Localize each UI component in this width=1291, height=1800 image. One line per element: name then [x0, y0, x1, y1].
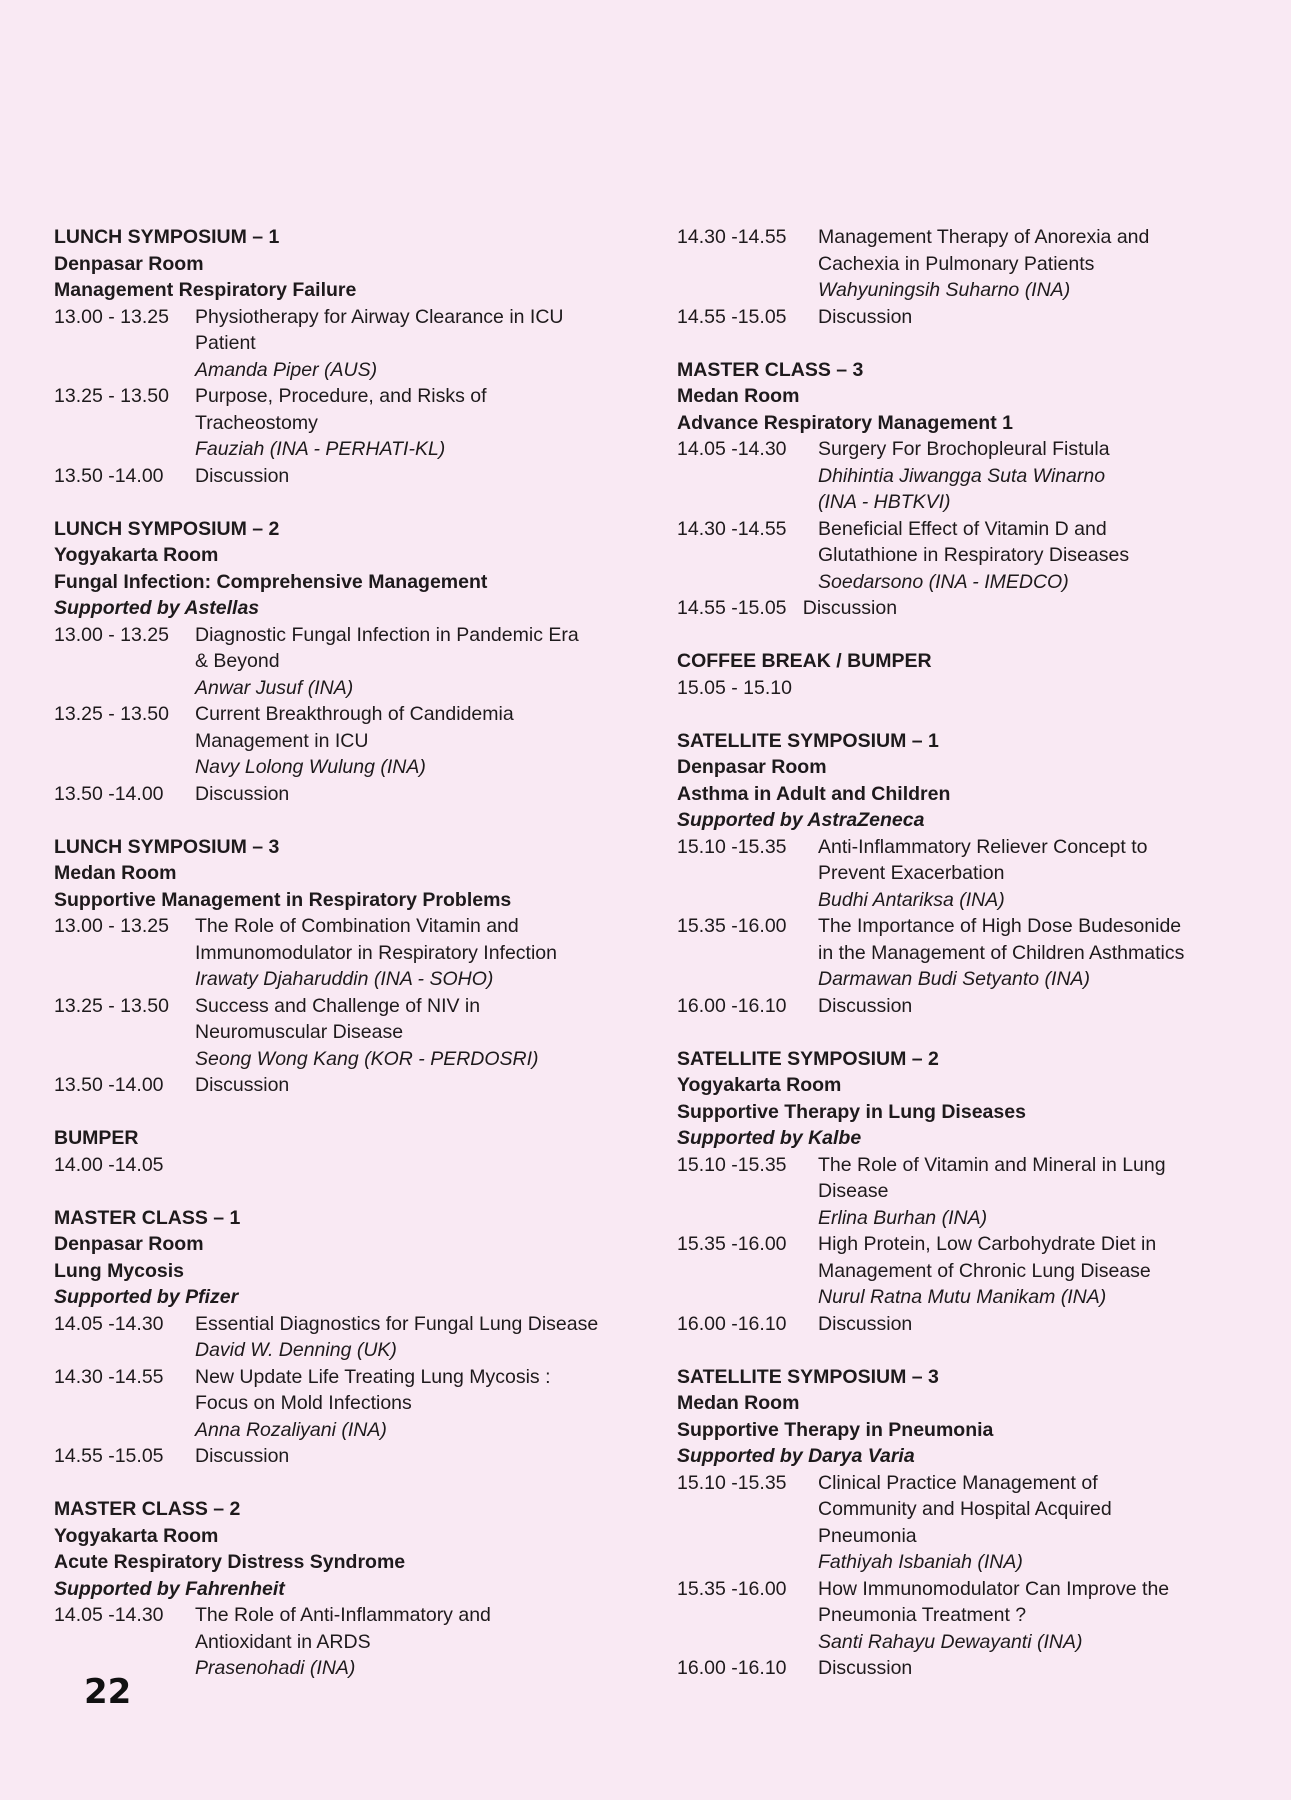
session-title: Pneumonia	[818, 1524, 917, 1547]
session-time: 16.00 -16.10	[677, 1657, 787, 1679]
speaker-name: Irawaty Djaharuddin (INA - SOHO)	[195, 968, 494, 990]
session-row	[54, 304, 654, 384]
session-title: Diagnostic Fungal Infection in Pandemic Era	[195, 623, 579, 646]
page-number: 22	[84, 1672, 132, 1712]
block-topic: Advance Respiratory Management 1	[677, 411, 1013, 434]
session-title: The Role of Vitamin and Mineral in Lung	[818, 1153, 1166, 1176]
session-content	[195, 781, 654, 808]
session-time: 14.05 -14.30	[54, 1604, 164, 1626]
room-name: Medan Room	[677, 1392, 800, 1414]
session-row	[677, 993, 1277, 1020]
session-content	[195, 304, 654, 384]
session-row	[54, 1072, 654, 1099]
session-content	[818, 1311, 1277, 1338]
speaker-name: Amanda Piper (AUS)	[195, 358, 378, 381]
session-content	[818, 1655, 1277, 1682]
program-block	[54, 224, 654, 489]
session-row	[677, 224, 1277, 304]
program-block	[677, 357, 1277, 622]
program-block	[677, 1364, 1277, 1682]
session-time: 16.00 -16.10	[677, 994, 787, 1017]
session-title: Management Therapy of Anorexia and	[818, 226, 1150, 248]
block-heading: LUNCH SYMPOSIUM – 2	[54, 517, 280, 540]
block-heading: MASTER CLASS – 2	[54, 1498, 241, 1520]
session-content	[195, 993, 654, 1073]
session-content	[195, 383, 654, 463]
session-time: 15.35 -16.00	[677, 915, 787, 937]
session-title: Management in ICU	[195, 729, 369, 752]
program-block	[54, 1205, 654, 1470]
session-title: Discussion	[195, 782, 290, 805]
program-block	[54, 834, 654, 1099]
speaker-name: Navy Lolong Wulung (INA)	[195, 756, 426, 778]
session-time: 16.00 -16.10	[677, 1312, 787, 1335]
session-row	[54, 1311, 654, 1364]
session-content	[195, 1602, 654, 1682]
session-title: Tracheostomy	[195, 411, 318, 434]
session-time: 13.25 - 13.50	[54, 385, 169, 407]
block-topic: Supportive Therapy in Pneumonia	[677, 1418, 994, 1441]
program-block	[54, 1496, 654, 1682]
session-content	[818, 516, 1277, 596]
session-content	[818, 1231, 1277, 1311]
speaker-name: Fathiyah Isbaniah (INA)	[818, 1551, 1023, 1573]
discussion-row: 14.55 -15.05 Discussion	[677, 597, 898, 619]
program-block	[677, 1046, 1277, 1338]
session-time: 13.50 -14.00	[54, 1074, 164, 1096]
session-title: Discussion	[818, 305, 913, 328]
session-row	[677, 1576, 1277, 1656]
speaker-name: Anwar Jusuf (INA)	[195, 676, 354, 699]
session-time: 15.10 -15.35	[677, 1471, 787, 1494]
session-row	[54, 1602, 654, 1682]
session-title: Current Breakthrough of Candidemia	[195, 703, 514, 725]
session-time: 13.00 - 13.25	[54, 305, 169, 328]
session-row	[54, 463, 654, 490]
session-title: Disease	[818, 1180, 889, 1202]
session-row	[677, 834, 1277, 914]
session-time: 14.55 -15.05	[54, 1445, 164, 1467]
speaker-name: Budhi Antariksa (INA)	[818, 888, 1005, 911]
speaker-name: Seong Wong Kang (KOR - PERDOSRI)	[195, 1047, 539, 1070]
session-title: Discussion	[195, 1074, 290, 1096]
session-row	[54, 1443, 654, 1470]
session-content	[195, 622, 654, 702]
session-content	[195, 463, 654, 490]
session-time: 13.50 -14.00	[54, 464, 164, 487]
sponsor-line: Supported by AstraZeneca	[677, 809, 925, 831]
session-time: 15.10 -15.35	[677, 1153, 787, 1176]
block-heading: COFFEE BREAK / BUMPER	[677, 650, 932, 672]
session-time: 14.05 -14.30	[54, 1312, 164, 1335]
session-title: High Protein, Low Carbohydrate Diet in	[818, 1233, 1157, 1255]
sponsor-line: Supported by Astellas	[54, 597, 260, 619]
session-time: 15.35 -16.00	[677, 1577, 787, 1600]
session-title: Pneumonia Treatment ?	[818, 1604, 1027, 1626]
session-row	[54, 993, 654, 1073]
program-block	[677, 648, 1277, 701]
program-block	[677, 224, 1277, 330]
speaker-name: Fauziah (INA - PERHATI-KL)	[195, 438, 446, 460]
room-name: Denpasar Room	[54, 1233, 204, 1255]
right-column	[677, 224, 1277, 1708]
sponsor-line: Supported by Darya Varia	[677, 1445, 915, 1467]
speaker-name: (INA - HBTKVI)	[818, 491, 951, 513]
session-content	[818, 436, 1277, 516]
session-time: 15.35 -16.00	[677, 1233, 787, 1255]
session-time: 13.50 -14.00	[54, 782, 164, 805]
session-time: 14.30 -14.55	[677, 517, 787, 540]
block-heading: SATELLITE SYMPOSIUM – 1	[677, 729, 939, 752]
speaker-name: Nurul Ratna Mutu Manikam (INA)	[818, 1286, 1107, 1308]
session-title: Clinical Practice Management of	[818, 1471, 1098, 1494]
speaker-name: Santi Rahayu Dewayanti (INA)	[818, 1630, 1083, 1653]
session-content	[195, 1364, 654, 1444]
speaker-name: Prasenohadi (INA)	[195, 1657, 356, 1679]
session-title: Neuromuscular Disease	[195, 1021, 404, 1043]
session-content	[195, 1311, 654, 1364]
session-row	[677, 304, 1277, 331]
session-title: Discussion	[818, 1312, 913, 1335]
session-title: The Role of Anti-Inflammatory and	[195, 1604, 491, 1626]
session-row	[677, 1231, 1277, 1311]
session-title: Beneficial Effect of Vitamin D and	[818, 517, 1107, 540]
session-time: 14.30 -14.55	[677, 226, 787, 248]
session-row	[677, 1470, 1277, 1576]
session-title: Surgery For Brochopleural Fistula	[818, 438, 1110, 460]
session-title: Discussion	[195, 464, 290, 487]
session-time: 13.25 - 13.50	[54, 994, 169, 1017]
block-heading: LUNCH SYMPOSIUM – 3	[54, 835, 280, 858]
session-content	[818, 913, 1277, 993]
room-name: Medan Room	[677, 385, 800, 407]
session-title: Success and Challenge of NIV in	[195, 994, 481, 1017]
session-content	[818, 1152, 1277, 1232]
speaker-name: Soedarsono (INA - IMEDCO)	[818, 570, 1069, 593]
session-title: Discussion	[818, 994, 913, 1017]
session-content	[818, 304, 1277, 331]
block-topic: Supportive Therapy in Lung Diseases	[677, 1100, 1026, 1123]
session-title: Anti-Inflammatory Reliever Concept to	[818, 835, 1148, 858]
session-time: 14.05 -14.30	[677, 438, 787, 460]
room-name: Yogyakarta Room	[54, 544, 219, 566]
session-row	[677, 516, 1277, 596]
session-title: The Importance of High Dose Budesonide	[818, 915, 1182, 937]
session-title: Discussion	[818, 1657, 913, 1679]
block-heading: LUNCH SYMPOSIUM – 1	[54, 226, 280, 248]
session-row	[677, 1152, 1277, 1232]
session-title: & Beyond	[195, 650, 280, 672]
session-row	[677, 913, 1277, 993]
session-content	[818, 224, 1277, 304]
session-row	[54, 781, 654, 808]
session-time: 14.55 -15.05	[677, 305, 787, 328]
block-topic: Lung Mycosis	[54, 1259, 185, 1282]
session-time: 15.10 -15.35	[677, 835, 787, 858]
session-title: Glutathione in Respiratory Diseases	[818, 544, 1130, 566]
room-name: Yogyakarta Room	[677, 1074, 842, 1096]
session-time: 14.30 -14.55	[54, 1365, 164, 1388]
block-heading: MASTER CLASS – 3	[677, 358, 864, 381]
session-title: Focus on Mold Infections	[195, 1392, 412, 1414]
speaker-name: David W. Denning (UK)	[195, 1339, 397, 1361]
session-title: Immunomodulator in Respiratory Infection	[195, 941, 557, 964]
session-row	[54, 913, 654, 993]
session-row	[54, 1364, 654, 1444]
session-title: Purpose, Procedure, and Risks of	[195, 385, 487, 407]
speaker-name: Anna Rozaliyani (INA)	[195, 1418, 387, 1441]
session-title: Antioxidant in ARDS	[195, 1630, 371, 1653]
session-title: Prevent Exacerbation	[818, 862, 1005, 884]
sponsor-line: Supported by Kalbe	[677, 1127, 862, 1149]
block-topic: Acute Respiratory Distress Syndrome	[54, 1551, 406, 1573]
session-title: Patient	[195, 332, 256, 354]
session-title: How Immunomodulator Can Improve the	[818, 1577, 1170, 1600]
session-content	[195, 1072, 654, 1099]
block-topic: Supportive Management in Respiratory Problems	[54, 888, 512, 911]
session-row	[677, 1311, 1277, 1338]
program-block	[677, 728, 1277, 1020]
session-row	[54, 622, 654, 702]
session-title: The Role of Combination Vitamin and	[195, 915, 519, 937]
session-title: in the Management of Children Asthmatics	[818, 941, 1185, 964]
sponsor-line: Supported by Fahrenheit	[54, 1577, 285, 1600]
block-topic: Management Respiratory Failure	[54, 279, 357, 301]
room-name: Denpasar Room	[677, 756, 827, 778]
session-title: Management of Chronic Lung Disease	[818, 1259, 1151, 1282]
session-content	[818, 1470, 1277, 1576]
session-time: 13.00 - 13.25	[54, 915, 169, 937]
block-topic: Asthma in Adult and Children	[677, 782, 951, 805]
time-slot: 15.05 - 15.10	[677, 676, 792, 699]
session-title: Community and Hospital Acquired	[818, 1498, 1112, 1520]
left-column	[54, 224, 654, 1708]
session-row	[677, 436, 1277, 516]
session-content	[195, 701, 654, 781]
session-content	[195, 913, 654, 993]
block-heading: SATELLITE SYMPOSIUM – 2	[677, 1047, 939, 1070]
speaker-name: Darmawan Budi Setyanto (INA)	[818, 968, 1091, 990]
session-title: Physiotherapy for Airway Clearance in ICU	[195, 305, 564, 328]
session-content	[195, 1443, 654, 1470]
speaker-name: Wahyuningsih Suharno (INA)	[818, 279, 1071, 301]
session-time: 13.25 - 13.50	[54, 703, 169, 725]
speaker-name: Erlina Burhan (INA)	[818, 1206, 988, 1229]
program-block	[54, 1125, 654, 1178]
session-row	[54, 701, 654, 781]
block-heading: SATELLITE SYMPOSIUM – 3	[677, 1365, 939, 1388]
session-title: Discussion	[195, 1445, 290, 1467]
sponsor-line: Supported by Pfizer	[54, 1286, 239, 1308]
session-title: Essential Diagnostics for Fungal Lung Disease	[195, 1312, 599, 1335]
room-name: Yogyakarta Room	[54, 1524, 219, 1547]
session-content	[818, 993, 1277, 1020]
session-title: Cachexia in Pulmonary Patients	[818, 252, 1095, 275]
room-name: Medan Room	[54, 862, 177, 884]
program-block	[54, 516, 654, 808]
session-row	[54, 383, 654, 463]
session-time: 13.00 - 13.25	[54, 623, 169, 646]
session-title: New Update Life Treating Lung Mycosis :	[195, 1365, 551, 1388]
session-row	[677, 1655, 1277, 1682]
block-heading: MASTER CLASS – 1	[54, 1206, 241, 1229]
session-content	[818, 1576, 1277, 1656]
block-heading: BUMPER	[54, 1127, 139, 1149]
speaker-name: Dhihintia Jiwangga Suta Winarno	[818, 464, 1106, 487]
room-name: Denpasar Room	[54, 252, 204, 275]
block-topic: Fungal Infection: Comprehensive Management	[54, 570, 488, 593]
session-content	[818, 834, 1277, 914]
time-slot: 14.00 -14.05	[54, 1153, 164, 1176]
